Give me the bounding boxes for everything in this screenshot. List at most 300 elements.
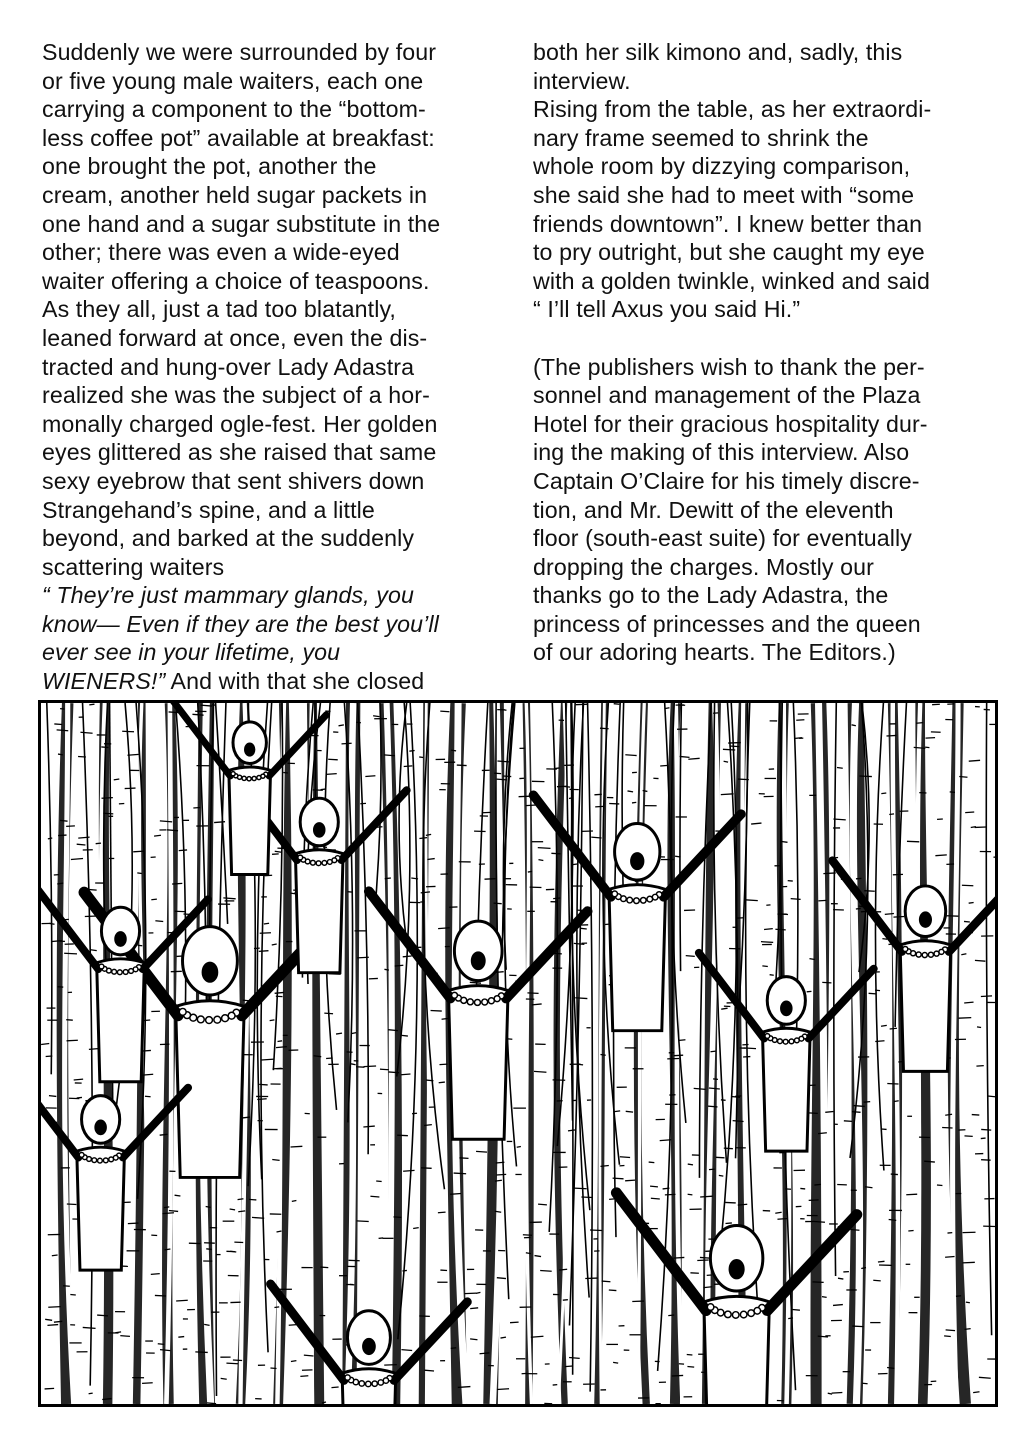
hatch-mark	[981, 1129, 991, 1130]
hatch-mark	[591, 837, 601, 838]
hatch-mark	[852, 1326, 863, 1327]
hatch-mark	[47, 1325, 58, 1326]
hatch-mark	[413, 1228, 419, 1229]
hatch-mark	[272, 1159, 279, 1160]
quote-closing-line	[42, 667, 522, 696]
hatch-mark	[864, 891, 874, 892]
bead	[298, 855, 303, 860]
hatch-mark	[476, 1151, 487, 1152]
bead	[103, 1158, 108, 1163]
bead	[740, 1311, 747, 1318]
hatch-mark	[861, 1268, 866, 1269]
hatch-mark	[710, 1051, 715, 1052]
hatch-mark	[832, 1392, 843, 1393]
hatch-mark	[480, 1353, 490, 1354]
bead	[345, 1375, 350, 1380]
hatch-mark	[451, 750, 456, 751]
hatch-mark	[476, 1292, 480, 1293]
dancer-torso	[900, 941, 951, 1072]
hatch-mark	[602, 1281, 611, 1282]
dancer-head	[905, 886, 946, 937]
dancer-head	[347, 1311, 390, 1365]
vine	[875, 703, 883, 1170]
bead	[123, 970, 128, 975]
hatch-mark	[179, 850, 187, 851]
hatch-mark	[57, 730, 69, 731]
bead	[99, 964, 104, 969]
bead	[903, 946, 908, 951]
hatch-mark	[142, 1383, 153, 1384]
vine	[986, 703, 991, 1335]
hatch-mark	[89, 1049, 98, 1050]
dancer-head	[710, 1226, 762, 1291]
hatch-mark	[569, 1357, 580, 1358]
bead	[783, 1039, 788, 1044]
hatch-mark	[151, 1274, 160, 1275]
bead	[934, 951, 939, 956]
dancer-torso	[295, 850, 343, 973]
jungle-dance-illustration	[38, 700, 998, 1407]
bead	[452, 992, 458, 998]
hatch-mark	[568, 1130, 575, 1131]
dancer-head	[615, 823, 660, 880]
hatch-mark	[613, 1362, 618, 1363]
bead	[378, 1380, 383, 1385]
hatch-mark	[882, 939, 887, 940]
hatch-mark	[745, 900, 758, 901]
open-mouth	[116, 933, 126, 946]
hatch-mark	[365, 776, 375, 777]
hatch-mark	[58, 754, 63, 755]
hatch-mark	[300, 1376, 308, 1377]
hatch-mark	[401, 1350, 412, 1351]
bead	[467, 999, 473, 1005]
hatch-mark	[825, 1112, 833, 1113]
hatch-mark	[945, 1256, 954, 1257]
left-text-column	[42, 38, 522, 696]
text-line: Strangehand’s spine, and a little	[42, 496, 375, 523]
open-mouth	[730, 1260, 743, 1277]
hatch-mark	[958, 1018, 971, 1019]
dancer-figure	[271, 1284, 468, 1404]
hatch-mark	[538, 860, 543, 861]
hatch-mark	[625, 1180, 635, 1181]
hatch-mark	[651, 1198, 660, 1199]
hatch-mark	[916, 723, 923, 724]
hatch-mark	[214, 822, 225, 823]
bead	[482, 999, 488, 1005]
hatch-mark	[600, 1166, 608, 1167]
hatch-mark	[528, 871, 532, 872]
hatch-mark	[935, 855, 946, 856]
hatch-mark	[906, 1194, 917, 1195]
hatch-mark	[959, 776, 967, 777]
bead	[112, 969, 117, 974]
hatch-mark	[963, 1262, 975, 1263]
bead	[257, 775, 261, 779]
open-mouth	[246, 744, 254, 755]
hatch-mark	[738, 1204, 748, 1205]
hatch-mark	[133, 851, 144, 852]
hatch-mark	[238, 1199, 244, 1200]
hatch-mark	[686, 956, 695, 957]
hatch-mark	[291, 1361, 296, 1362]
bead	[214, 1016, 221, 1023]
hatch-mark	[743, 1048, 756, 1049]
hatch-mark	[609, 1290, 617, 1291]
hatch-mark	[526, 1253, 531, 1254]
hatch-mark	[54, 724, 62, 725]
bead	[707, 1304, 714, 1311]
text-line: one hand and a sugar substitute in the	[42, 210, 441, 237]
text-line: leaned forward at once, even the dis-	[42, 324, 428, 351]
hatch-mark	[626, 1111, 633, 1112]
hatch-mark	[114, 779, 120, 780]
hatch-mark	[206, 1249, 212, 1250]
hatch-mark	[158, 1344, 165, 1345]
hatch-mark	[791, 899, 801, 900]
bead	[222, 1015, 229, 1022]
bead	[794, 1038, 799, 1043]
hatch-mark	[176, 1300, 188, 1301]
hatch-mark	[336, 1033, 342, 1034]
bead	[732, 1312, 739, 1319]
hatch-mark	[878, 1261, 885, 1262]
text-line: tracted and hung-over Lady Adastra	[42, 353, 415, 380]
hatch-mark	[719, 1175, 723, 1176]
hatch-mark	[357, 1221, 369, 1222]
hatch-mark	[49, 1096, 56, 1097]
hatch-mark	[668, 1315, 674, 1316]
hatch-mark	[574, 1188, 586, 1189]
open-mouth	[632, 854, 643, 869]
bead	[627, 897, 633, 903]
hatch-mark	[501, 1337, 506, 1338]
hatch-mark	[226, 1363, 238, 1364]
bead	[179, 1008, 186, 1015]
hatch-mark	[291, 1146, 303, 1147]
hatch-mark	[731, 1097, 740, 1098]
hatch-mark	[89, 1393, 93, 1394]
hatch-mark	[833, 1305, 843, 1306]
hatch-mark	[419, 757, 423, 758]
hatch-mark	[704, 1287, 713, 1288]
hatch-mark	[856, 908, 861, 909]
raised-arm	[616, 1193, 706, 1311]
dancer-head	[183, 927, 238, 995]
hatch-mark	[223, 898, 235, 899]
open-mouth	[920, 913, 930, 926]
hatch-mark	[451, 1348, 456, 1349]
dancer-head	[454, 921, 502, 980]
hatch-mark	[708, 1106, 717, 1107]
open-mouth	[96, 1121, 106, 1134]
bead	[98, 1158, 103, 1163]
text-line: Rising from the table, as her extraordi-	[533, 96, 932, 123]
hatch-mark	[71, 858, 83, 859]
hatch-mark	[538, 1204, 547, 1205]
hatch-mark	[961, 954, 966, 955]
hatch-mark	[363, 1126, 374, 1127]
hatch-mark	[628, 791, 634, 792]
hatch-mark	[128, 1223, 139, 1224]
hatch-mark	[673, 1257, 684, 1258]
dancer-figure	[173, 703, 326, 875]
text-line: realized she was the subject of a hor-	[42, 382, 430, 409]
bead	[725, 1311, 732, 1318]
hatch-mark	[969, 902, 974, 903]
open-mouth	[782, 1002, 792, 1015]
text-line: cream, another held sugar packets in	[42, 181, 428, 208]
hatch-mark	[672, 1375, 683, 1376]
hatch-mark	[620, 1157, 630, 1158]
bead	[322, 861, 327, 866]
hatch-mark	[964, 1002, 973, 1003]
text-line: with a golden twinkle, winked and said	[533, 267, 930, 294]
hatch-mark	[74, 1079, 83, 1080]
hatch-mark	[380, 1069, 389, 1070]
hatch-mark	[889, 1219, 897, 1220]
hatch-mark	[459, 1158, 468, 1159]
hatch-mark	[761, 942, 773, 943]
hatch-mark	[259, 951, 269, 952]
hatch-mark	[470, 1308, 478, 1309]
hatch-mark	[154, 835, 161, 836]
open-mouth	[472, 953, 484, 969]
hatch-mark	[440, 711, 449, 712]
vine	[376, 703, 381, 902]
quote-line: know— Even if they are the best you’ll	[42, 610, 439, 637]
hatch-mark	[41, 1043, 49, 1044]
hatch-mark	[83, 1327, 96, 1328]
hatch-mark	[103, 813, 113, 814]
paragraph-gap	[533, 324, 998, 353]
hatch-mark	[450, 1194, 461, 1195]
hatch-mark	[873, 1280, 880, 1281]
bead	[748, 1310, 755, 1317]
credits-line: princess of princesses and the queen	[533, 610, 921, 637]
hatch-mark	[160, 1134, 168, 1135]
hatch-mark	[221, 1378, 227, 1379]
bead	[117, 970, 122, 975]
hatch-mark	[497, 1389, 509, 1390]
hatch-mark	[850, 1229, 859, 1230]
hatch-mark	[724, 761, 728, 762]
hatch-mark	[320, 1267, 328, 1268]
hatch-mark	[762, 966, 767, 967]
hatch-mark	[886, 735, 896, 736]
text-line: “ I’ll tell Axus you said Hi.”	[533, 296, 801, 323]
bead	[634, 898, 640, 904]
dancer-torso	[77, 1147, 125, 1270]
hatch-mark	[510, 1322, 519, 1323]
hatch-mark	[275, 992, 284, 993]
open-mouth	[203, 963, 217, 981]
hatch-mark	[155, 921, 163, 922]
quote-line: ever see in your lifetime, you	[42, 639, 341, 666]
hatch-mark	[54, 1321, 62, 1322]
hatch-mark	[175, 1195, 181, 1196]
hatch-mark	[818, 1133, 827, 1134]
hatch-mark	[649, 1162, 655, 1163]
credits-line: of our adoring hearts. The Editors.)	[533, 639, 896, 666]
dancer-torso	[762, 1028, 810, 1151]
hatch-mark	[115, 1332, 121, 1333]
text-line: monally charged ogle-fest. Her golden	[42, 410, 438, 437]
hatch-mark	[770, 975, 774, 976]
hatch-mark	[165, 1249, 171, 1250]
hatch-mark	[764, 929, 773, 930]
hatch-mark	[725, 1223, 731, 1224]
dancer-head	[82, 1096, 120, 1144]
bead	[252, 776, 256, 780]
hatch-mark	[881, 1025, 887, 1026]
hatch-mark	[828, 1393, 832, 1394]
hatch-mark	[733, 1121, 744, 1122]
dancer-torso	[448, 986, 508, 1140]
hatch-mark	[230, 1209, 235, 1210]
hatch-mark	[292, 1201, 297, 1202]
hatch-mark	[775, 1212, 781, 1213]
hatch-mark	[172, 883, 182, 884]
hatch-mark	[751, 823, 761, 824]
hatch-mark	[814, 1184, 820, 1185]
bead	[765, 1034, 770, 1039]
hatch-mark	[688, 1194, 693, 1195]
hatch-mark	[838, 1278, 843, 1279]
bead	[129, 969, 134, 974]
hatch-mark	[470, 1339, 477, 1340]
hatch-mark	[207, 1403, 216, 1404]
hatch-mark	[162, 1213, 174, 1214]
hatch-mark	[458, 1387, 471, 1388]
hatch-mark	[304, 1355, 314, 1356]
hatch-mark	[977, 1027, 981, 1028]
hatch-mark	[48, 1307, 60, 1308]
bead	[327, 860, 332, 865]
hatch-mark	[495, 1180, 502, 1181]
hatch-mark	[979, 1377, 991, 1378]
text-line: Suddenly we were surrounded by four	[42, 39, 437, 65]
hatch-mark	[67, 1040, 78, 1041]
hatch-mark	[102, 798, 113, 799]
hatch-mark	[438, 1212, 446, 1213]
hatch-mark	[869, 993, 876, 994]
hatch-mark	[137, 873, 141, 874]
hatch-mark	[278, 1041, 283, 1042]
credits-line: ing the making of this interview. Also	[533, 439, 910, 466]
bead	[612, 891, 618, 897]
text-line: other; there was even a wide-eyed	[42, 239, 400, 266]
hatch-mark	[497, 1278, 506, 1279]
bead	[197, 1016, 204, 1023]
bead	[247, 777, 251, 781]
credits-line: dropping the charges. Mostly our	[533, 553, 874, 580]
hatch-mark	[438, 928, 450, 929]
hatch-mark	[818, 1336, 828, 1337]
hatch-mark	[966, 1302, 970, 1303]
open-mouth	[314, 824, 324, 837]
right-text-column	[533, 38, 998, 667]
vine	[47, 703, 52, 1074]
hatch-mark	[331, 1387, 338, 1388]
hatch-mark	[650, 1186, 658, 1187]
hatch-mark	[973, 1392, 979, 1393]
hatch-mark	[328, 759, 338, 760]
bead	[109, 1157, 114, 1162]
text-line: eyes glittered as she raised that same	[42, 439, 437, 466]
hatch-mark	[721, 1008, 727, 1009]
hatch-mark	[688, 1164, 693, 1165]
bead	[928, 952, 933, 957]
hatch-mark	[688, 758, 699, 759]
hatch-mark	[238, 1211, 245, 1212]
dancer-head	[101, 907, 139, 955]
vine	[399, 703, 407, 938]
hatch-mark	[272, 944, 277, 945]
text-line: whole room by dizzying comparison,	[533, 153, 911, 180]
bead	[231, 772, 235, 776]
hatch-mark	[427, 859, 434, 860]
hatch-mark	[965, 1329, 971, 1330]
vine	[834, 703, 836, 1276]
bead	[316, 861, 321, 866]
hatch-mark	[249, 1199, 256, 1200]
credits-line: thanks go to the Lady Adastra, the	[533, 582, 889, 609]
hatch-mark	[385, 878, 391, 879]
hatch-mark	[881, 793, 886, 794]
dancer-torso	[609, 885, 666, 1031]
hatch-mark	[864, 1102, 871, 1103]
bead	[92, 1158, 97, 1163]
hatch-mark	[494, 903, 502, 904]
bead	[311, 860, 316, 865]
hatch-mark	[373, 716, 379, 717]
hatch-mark	[97, 1315, 108, 1316]
hatch-mark	[370, 1196, 379, 1197]
hatch-mark	[809, 959, 814, 960]
hatch-mark	[614, 1111, 620, 1112]
hatch-mark	[792, 1310, 800, 1311]
bead	[789, 1039, 794, 1044]
hatch-mark	[57, 883, 63, 884]
text-line: both her silk kimono and, sadly, this	[533, 39, 903, 65]
hatch-mark	[614, 704, 620, 705]
quote-line: “ They’re just mammary glands, you	[42, 582, 414, 609]
credits-line: Captain O’Claire for his timely discre-	[533, 467, 920, 494]
hatch-mark	[274, 1307, 279, 1308]
hatch-mark	[559, 1269, 567, 1270]
text-line: less coffee pot” available at breakfast:	[42, 124, 435, 151]
bead	[488, 998, 494, 1004]
hatch-mark	[167, 830, 178, 831]
hatch-mark	[195, 1352, 207, 1353]
hatch-mark	[151, 899, 157, 900]
hatch-mark	[534, 1256, 541, 1257]
closing-text: And with that she closed	[165, 668, 425, 695]
hatch-mark	[89, 704, 94, 705]
text-line: interview.	[533, 67, 631, 94]
hatch-mark	[326, 774, 337, 775]
text-line: beyond, and barked at the suddenly	[42, 525, 415, 552]
hatch-mark	[988, 1096, 995, 1097]
hatch-mark	[822, 1297, 827, 1298]
dancer-head	[767, 977, 805, 1025]
bead	[206, 1017, 213, 1024]
hatch-mark	[643, 791, 648, 792]
hatch-mark	[889, 814, 894, 815]
hatch-mark	[625, 755, 636, 756]
